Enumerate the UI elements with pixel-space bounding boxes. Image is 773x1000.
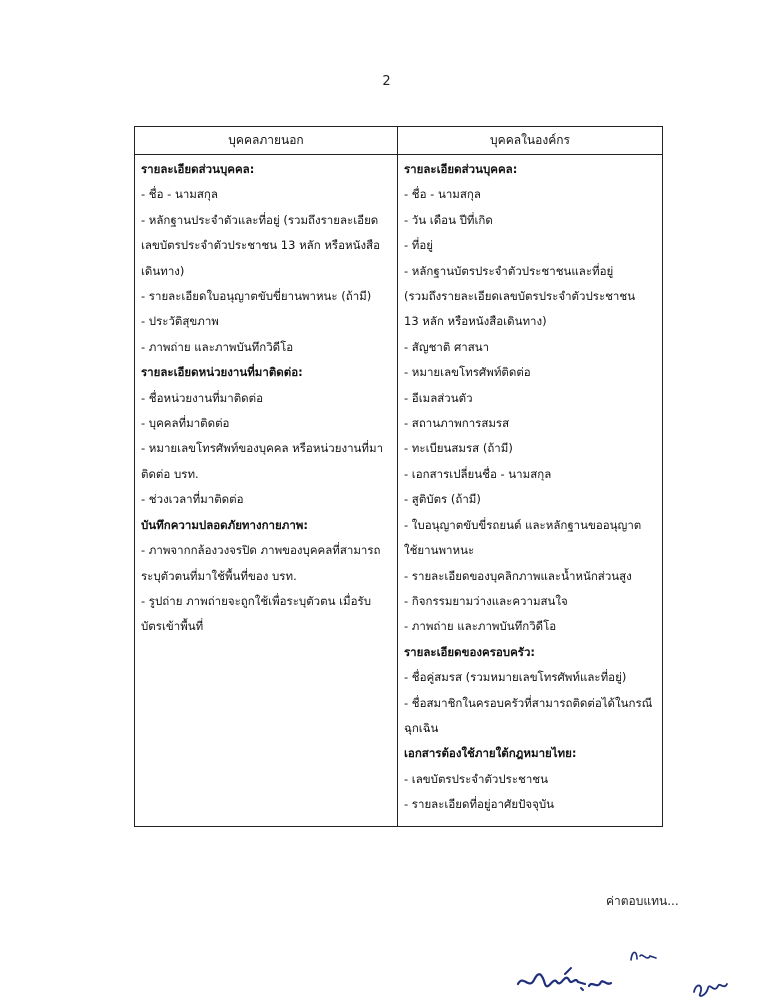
list-item: - รูปถ่าย ภาพถ่ายจะถูกใช้เพื่อระบุตัวตน เมื่อรับ [141, 593, 372, 608]
list-item: - ชื่อหน่วยงานที่มาติดต่อ [141, 390, 264, 405]
list-item: - ชื่อคู่สมรส (รวมหมายเลขโทรศัพท์และที่อยู่) [404, 670, 627, 685]
list-item: ระบุตัวตนที่มาใช้พื้นที่ของ บรท. [141, 568, 297, 583]
list-item: (รวมถึงรายละเอียดเลขบัตรประจำตัวประชาชน [404, 289, 636, 304]
list-item: - บุคคลที่มาติดต่อ [141, 416, 230, 431]
list-item: 13 หลัก หรือหนังสือเดินทาง) [404, 314, 547, 329]
list-item: - ประวัติสุขภาพ [141, 314, 219, 329]
list-item: - เอกสารเปลี่ยนชื่อ - นามสกุล [404, 466, 552, 481]
list-item: - หลักฐานบัตรประจำตัวประชาชนและที่อยู่ [404, 263, 614, 278]
section-heading: รายละเอียดส่วนบุคคล: [404, 162, 518, 176]
internal-persons-cell [398, 155, 663, 827]
list-item: - ภาพถ่าย และภาพบันทึกวิดีโอ [404, 619, 557, 634]
external-persons-cell [135, 155, 398, 827]
list-item: ฉุกเฉิน [404, 720, 439, 735]
list-item: - หมายเลขโทรศัพท์ของบุคคล หรือหน่วยงานที่มา [141, 441, 384, 456]
list-item: - วัน เดือน ปีที่เกิด [404, 212, 493, 227]
initials-mark [628, 946, 658, 966]
internal-persons-list [398, 155, 662, 826]
list-item: - ทะเบียนสมรส (ถ้ามี) [404, 441, 513, 456]
section-heading: รายละเอียดส่วนบุคคล: [141, 162, 255, 176]
list-item: - ภาพถ่าย และภาพบันทึกวิดีโอ [141, 339, 294, 354]
section-heading: รายละเอียดของครอบครัว: [404, 644, 536, 659]
signature-corner [690, 972, 730, 1000]
data-category-table [134, 126, 663, 827]
list-item: - ชื่อ - นามสกุล [404, 187, 481, 202]
list-item: - สัญชาติ ศาสนา [404, 339, 490, 354]
list-item: - รายละเอียดของบุคลิกภาพและน้ำหนักส่วนสูง [404, 568, 632, 583]
table-header-row [135, 127, 663, 155]
list-item: - หลักฐานประจำตัวและที่อยู่ (รวมถึงรายละเอียด [141, 212, 379, 227]
list-item: - รายละเอียดใบอนุญาตขับขี่ยานพาหนะ (ถ้ามี) [141, 289, 372, 304]
list-item: ใช้ยานพาหนะ [404, 543, 475, 558]
header-internal-persons: บุคคลในองค์กร [398, 127, 663, 155]
list-item: ติดต่อ บรท. [141, 466, 199, 481]
page-number: 2 [382, 74, 391, 89]
list-item: - รายละเอียดที่อยู่อาศัยปัจจุบัน [404, 797, 555, 812]
section-heading: เอกสารต้องใช้ภายใต้กฎหมายไทย: [404, 746, 577, 761]
continuation-text: ค่าตอบแทน... [606, 894, 679, 908]
list-item: - สูติบัตร (ถ้ามี) [404, 492, 481, 507]
list-item: เลขบัตรประจำตัวประชาชน 13 หลัก หรือหนังสือ [141, 238, 380, 253]
list-item: - หมายเลขโทรศัพท์ติดต่อ [404, 365, 531, 380]
section-heading: บันทึกความปลอดภัยทางกายภาพ: [141, 517, 308, 532]
list-item: - ชื่อ - นามสกุล [141, 187, 218, 202]
list-item: - ใบอนุญาตขับขี่รถยนต์ และหลักฐานขออนุญาต [404, 517, 642, 532]
list-item: - ที่อยู่ [404, 238, 434, 253]
table-body-row [135, 155, 663, 827]
signature-main [515, 964, 615, 996]
header-external-persons: บุคคลภายนอก [135, 127, 398, 155]
list-item: - ภาพจากกล้องวงจรปิด ภาพของบุคคลที่สามารถ [141, 543, 381, 558]
list-item: บัตรเข้าพื้นที่ [141, 619, 204, 634]
list-item: - เลขบัตรประจำตัวประชาชน [404, 771, 548, 786]
list-item: เดินทาง) [141, 263, 185, 278]
external-persons-list [135, 155, 397, 648]
list-item: - ชื่อสมาชิกในครอบครัวที่สามารถติดต่อได้ในกรณี [404, 695, 653, 710]
list-item: - อีเมลส่วนตัว [404, 390, 473, 405]
section-heading: รายละเอียดหน่วยงานที่มาติดต่อ: [141, 365, 303, 380]
list-item: - สถานภาพการสมรส [404, 416, 510, 431]
list-item: - กิจกรรมยามว่างและความสนใจ [404, 593, 568, 608]
list-item: - ช่วงเวลาที่มาติดต่อ [141, 492, 244, 507]
